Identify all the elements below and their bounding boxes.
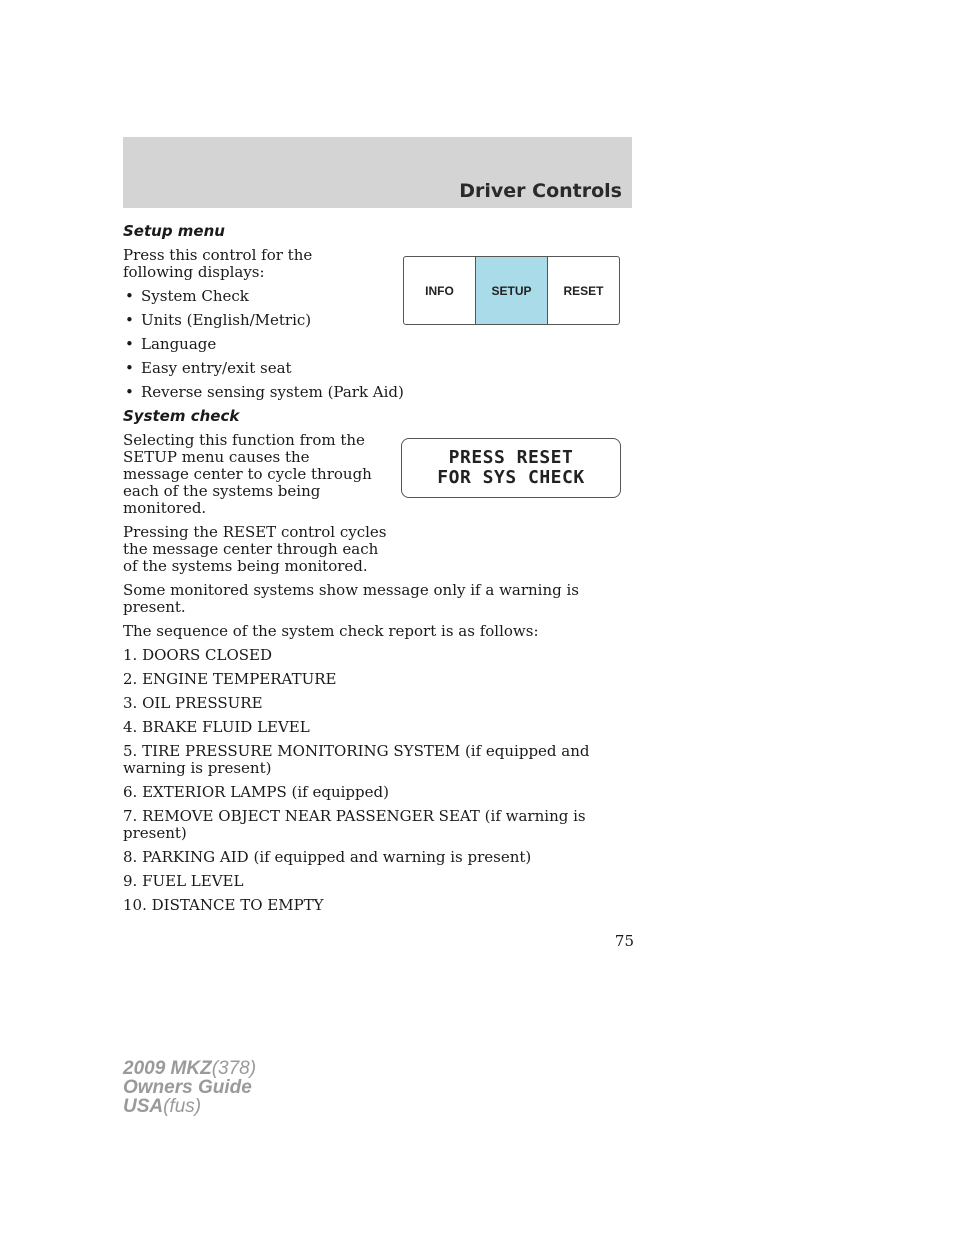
footer-guide: Owners Guide	[123, 1077, 252, 1098]
list-item: 7. REMOVE OBJECT NEAR PASSENGER SEAT (if warning is present)	[123, 807, 586, 842]
system-check-steps	[123, 647, 633, 914]
footer	[123, 1059, 256, 1116]
list-item	[123, 336, 633, 353]
footer-model: 2009 MKZ	[123, 1058, 212, 1079]
list-item	[123, 384, 633, 401]
display-line-1: PRESS RESET	[448, 447, 574, 468]
system-check-heading: System check	[123, 407, 240, 425]
list-item-text: Units (English/Metric)	[141, 311, 312, 329]
page-content	[123, 223, 633, 921]
footer-region-code: (fus)	[163, 1096, 202, 1117]
info-setup-reset-panel	[403, 256, 620, 325]
list-item-text: Language	[141, 335, 217, 353]
bullet: •	[125, 311, 134, 329]
bullet: •	[125, 383, 134, 401]
list-item: 10. DISTANCE TO EMPTY	[123, 896, 324, 914]
list-item: 1. DOORS CLOSED	[123, 646, 273, 664]
page-number: 75	[614, 932, 634, 950]
list-item-text: Easy entry/exit seat	[141, 359, 292, 377]
message-center-display	[401, 438, 621, 498]
footer-model-code: (378)	[211, 1058, 257, 1079]
list-item: 3. OIL PRESSURE	[123, 694, 263, 712]
list-item: 8. PARKING AID (if equipped and warning is present)	[123, 848, 532, 866]
list-item-text: System Check	[141, 287, 249, 305]
list-item	[123, 360, 633, 377]
list-item: 2. ENGINE TEMPERATURE	[123, 670, 337, 688]
list-item: 6. EXTERIOR LAMPS (if equipped)	[123, 783, 389, 801]
setup-button: SETUP	[475, 257, 547, 324]
bullet: •	[125, 359, 134, 377]
bullet: •	[125, 335, 134, 353]
list-item-text: Reverse sensing system (Park Aid)	[141, 383, 404, 401]
setup-menu-heading: Setup menu	[123, 222, 225, 240]
system-check-para-1: Selecting this function from the SETUP menu causes the message center to cycle through each of the systems being monitored.	[123, 431, 372, 517]
list-item: 9. FUEL LEVEL	[123, 872, 244, 890]
reset-button: RESET	[547, 257, 619, 324]
system-check-para-3: Some monitored systems show message only if a warning is present.	[123, 581, 580, 616]
list-item: 4. BRAKE FLUID LEVEL	[123, 718, 310, 736]
section-header-band	[123, 137, 632, 208]
system-check-para-4: The sequence of the system check report is as follows:	[123, 622, 539, 640]
section-title: Driver Controls	[459, 180, 622, 202]
setup-menu-intro: Press this control for the following displays:	[123, 246, 313, 281]
bullet: •	[125, 287, 134, 305]
system-check-para-2: Pressing the RESET control cycles the message center through each of the systems being monitored.	[123, 523, 387, 575]
footer-region: USA	[123, 1096, 164, 1117]
info-button: INFO	[425, 283, 454, 298]
list-item: 5. TIRE PRESSURE MONITORING SYSTEM (if equipped and warning is present)	[123, 742, 590, 777]
display-line-2: FOR SYS CHECK	[437, 467, 585, 488]
